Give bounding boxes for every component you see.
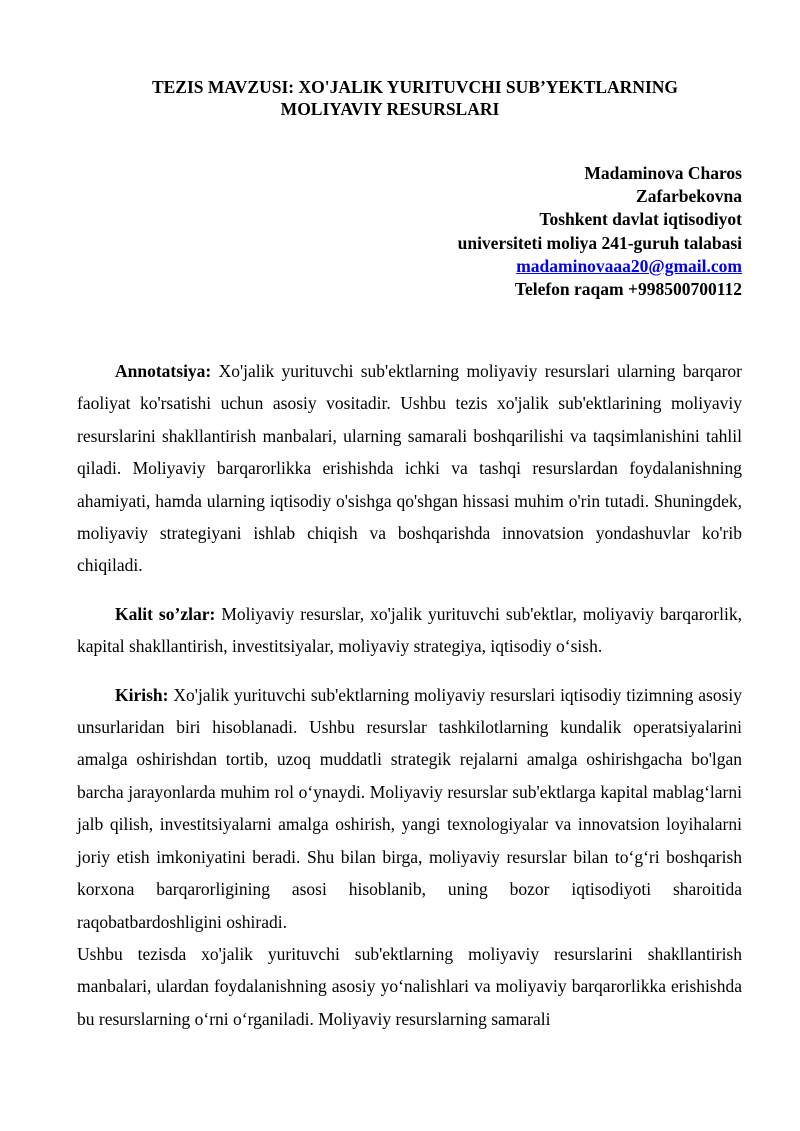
document-body (77, 355, 742, 1035)
thesis-title-line2: MOLIYAVIY RESURSLARI (280, 99, 500, 119)
annotation-paragraph (77, 355, 742, 582)
keywords-text: Moliyaviy resurslar, xo'jalik yurituvchi sub'ektlar, moliyaviy barqarorlik, kapital shakllantirish, investitsiyalar, moliyaviy strategiya, iqtisodiy o‘sish. (77, 603, 742, 657)
author-email-line (458, 255, 742, 278)
author-name: Madaminova Charos (584, 163, 742, 183)
annotation-label: Annotatsiya: (115, 361, 212, 381)
intro-text: Xo'jalik yurituvchi sub'ektlarning moliyaviy resurslari iqtisodiy tizimning asosiy unsurlaridan biri hisoblanadi. Ushbu resurslar tashkilotlarning kundalik operatsiyalarini amalga oshirishdan tortib, uzoq muddatli strategik rejalarni amalga oshirishgacha bo'lgan barcha jarayonlarda muhim rol o‘ynaydi. Moliyaviy resurslar sub'ektlarga kapital mablag‘larni jalb qilish, investitsiyalarni amalga oshirish, yangi texnologiyalar va innovatsion loyihalarni joriy etish imkoniyatini beradi. Shu bilan birga, moliyaviy resurslar bilan to‘g‘ri boshqarish korxona barqarorligining asosi hisoblanib, uning bozor iqtisodiyoti sharoitida raqobatbardoshligini oshiradi. (77, 684, 742, 932)
keywords-label: Kalit so’zlar: (115, 603, 216, 624)
intro-label: Kirish: (115, 684, 169, 705)
intro-paragraph-2: Ushbu tezisda xo'jalik yurituvchi sub'ektlarning moliyaviy resurslarini shakllantirish manbalari, ulardan foydalanishning asosiy yo‘nalishlari va moliyaviy barqarorlikka erishishda bu resurslarning o‘rni o‘rganiladi. Moliyaviy resurslarning samarali (77, 943, 742, 1029)
intro-paragraph (77, 679, 742, 938)
author-phone: Telefon raqam +998500700112 (514, 279, 742, 300)
author-block (458, 162, 742, 301)
author-email-link[interactable]: madaminovaaa20@gmail.com (516, 255, 742, 276)
thesis-title-line1: TEZIS MAVZUSI: XO'JALIK YURITUVCHI SUB’YEKTLARNING (151, 77, 679, 97)
keywords-paragraph (77, 598, 742, 663)
annotation-text: Xo'jalik yurituvchi sub'ektlarning moliyaviy resurslari ularning barqaror faoliyat ko'rsatishi uchun asosiy vositadir. Ushbu tezis xo'jalik sub'ektlarining moliyaviy resurslarini shakllantirish manbalari, ularning samarali boshqarilishi va taqsimlanishini tahlil qiladi. Moliyaviy barqarorlikka erishishda ichki va tashqi resurslardan foydalanishning ahamiyati, hamda ularning iqtisodiy o'sishga qo'shgan hissasi muhim o'rin tutadi. Shuningdek, moliyaviy strategiyani ishlab chiqish va boshqarishda innovatsion yondashuvlar ko'rib chiqiladi. (77, 361, 742, 576)
author-patronymic: Zafarbekovna (636, 186, 742, 207)
thesis-title (60, 76, 770, 120)
author-affiliation: universiteti moliya 241-guruh talabasi (457, 232, 742, 253)
author-university: Toshkent davlat iqtisodiyot (539, 209, 742, 230)
